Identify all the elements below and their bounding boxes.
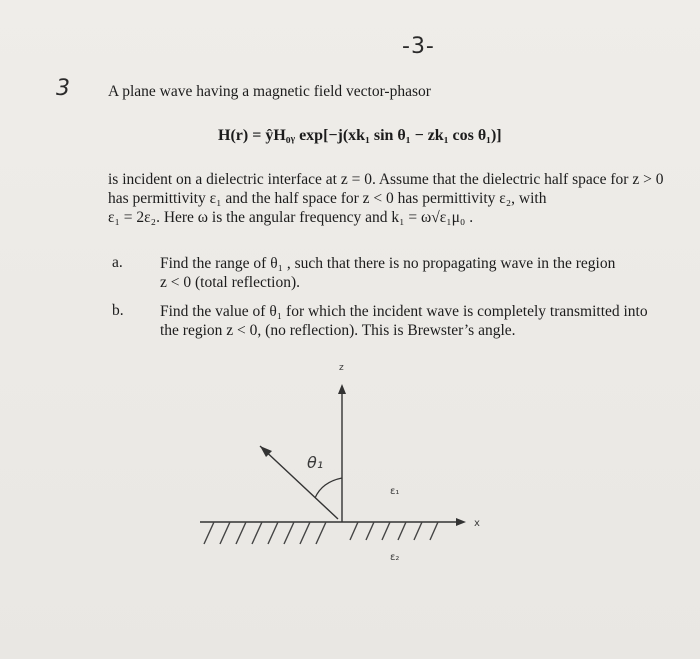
medium-upper-label: ε₁: [390, 486, 400, 497]
part-b-line: Find the value of θ₁ for which the incident wave is completely transmitted into: [160, 303, 648, 320]
angle-arc: [315, 478, 342, 498]
problem-paragraph-line: is incident on a dielectric interface at z = 0. Assume that the dielectric half space for z > 0: [108, 171, 664, 188]
z-axis-arrowhead: [338, 384, 346, 394]
part-b-label: b.: [112, 302, 124, 319]
interface-diagram: [190, 348, 510, 578]
problem-paragraph-line: ε₁ = 2ε₂. Here ω is the angular frequency and k₁ = ω√ε₁μ₀ .: [108, 209, 474, 226]
part-a-line: z < 0 (total reflection).: [160, 274, 300, 291]
medium-lower-label: ε₂: [390, 552, 400, 563]
field-equation: H(r) = ŷH₀ᵧ exp[−j(xk₁ sin θ₁ − zk₁ cos θ₁)]: [218, 127, 502, 144]
part-a-label: a.: [112, 254, 123, 271]
incident-ray: [260, 446, 338, 519]
part-a-line: Find the range of θ₁ , such that there is no propagating wave in the region: [160, 255, 616, 272]
x-axis-label: x: [474, 518, 480, 529]
x-axis-arrowhead: [456, 518, 466, 526]
angle-label: θ₁: [307, 453, 324, 472]
question-number: 3: [56, 76, 70, 101]
problem-intro: A plane wave having a magnetic field vector-phasor: [108, 83, 431, 100]
part-b-line: the region z < 0, (no reflection). This is Brewster’s angle.: [160, 322, 516, 339]
problem-paragraph-line: has permittivity ε₁ and the half space for z < 0 has permittivity ε₂, with: [108, 190, 547, 207]
z-axis-label: z: [339, 363, 344, 373]
interface-hatching: [204, 522, 438, 544]
page-number: -3-: [402, 34, 435, 59]
